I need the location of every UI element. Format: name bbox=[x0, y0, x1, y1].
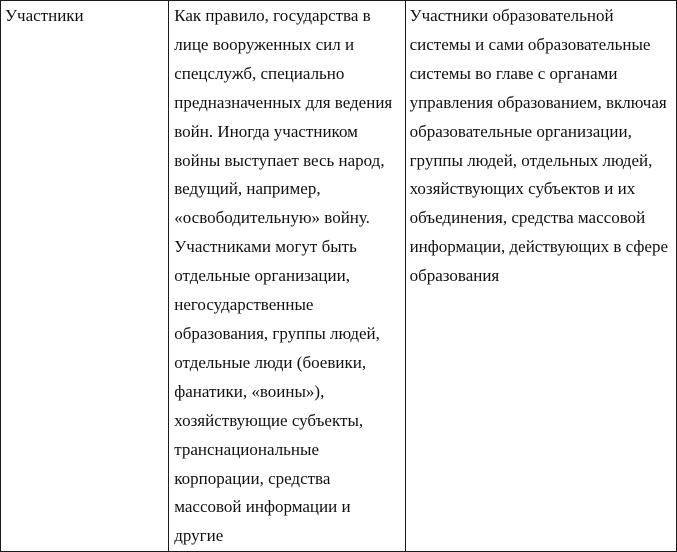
table-row bbox=[1, 1, 677, 552]
row-label-text: Участники bbox=[5, 6, 84, 25]
row-label-cell bbox=[1, 1, 169, 552]
war-participants-text: Как правило, государства в лице вооруженных сил и спецслужб, специально предназначенных для ведения войн. Иногда участником войны выступает весь народ, ведущий, например, «освободительную» войну. Участниками могут быть отдельные организации, негосударственные образования, группы людей, отдельные люди (боевики, фанатики, «воины»), хозяйствующие субъекты, транснациональные корпорации, средства массовой информации и другие bbox=[174, 6, 393, 546]
education-participants-cell bbox=[405, 1, 676, 552]
education-participants-text: Участники образовательной системы и сами образовательные системы во главе с органами управления образованием, включая образовательные организации, группы людей, отдельных людей, хозяйствующих субъектов и их объединения, средства массовой информации, действующих в сфере образования bbox=[409, 6, 668, 286]
war-participants-cell bbox=[169, 1, 405, 552]
